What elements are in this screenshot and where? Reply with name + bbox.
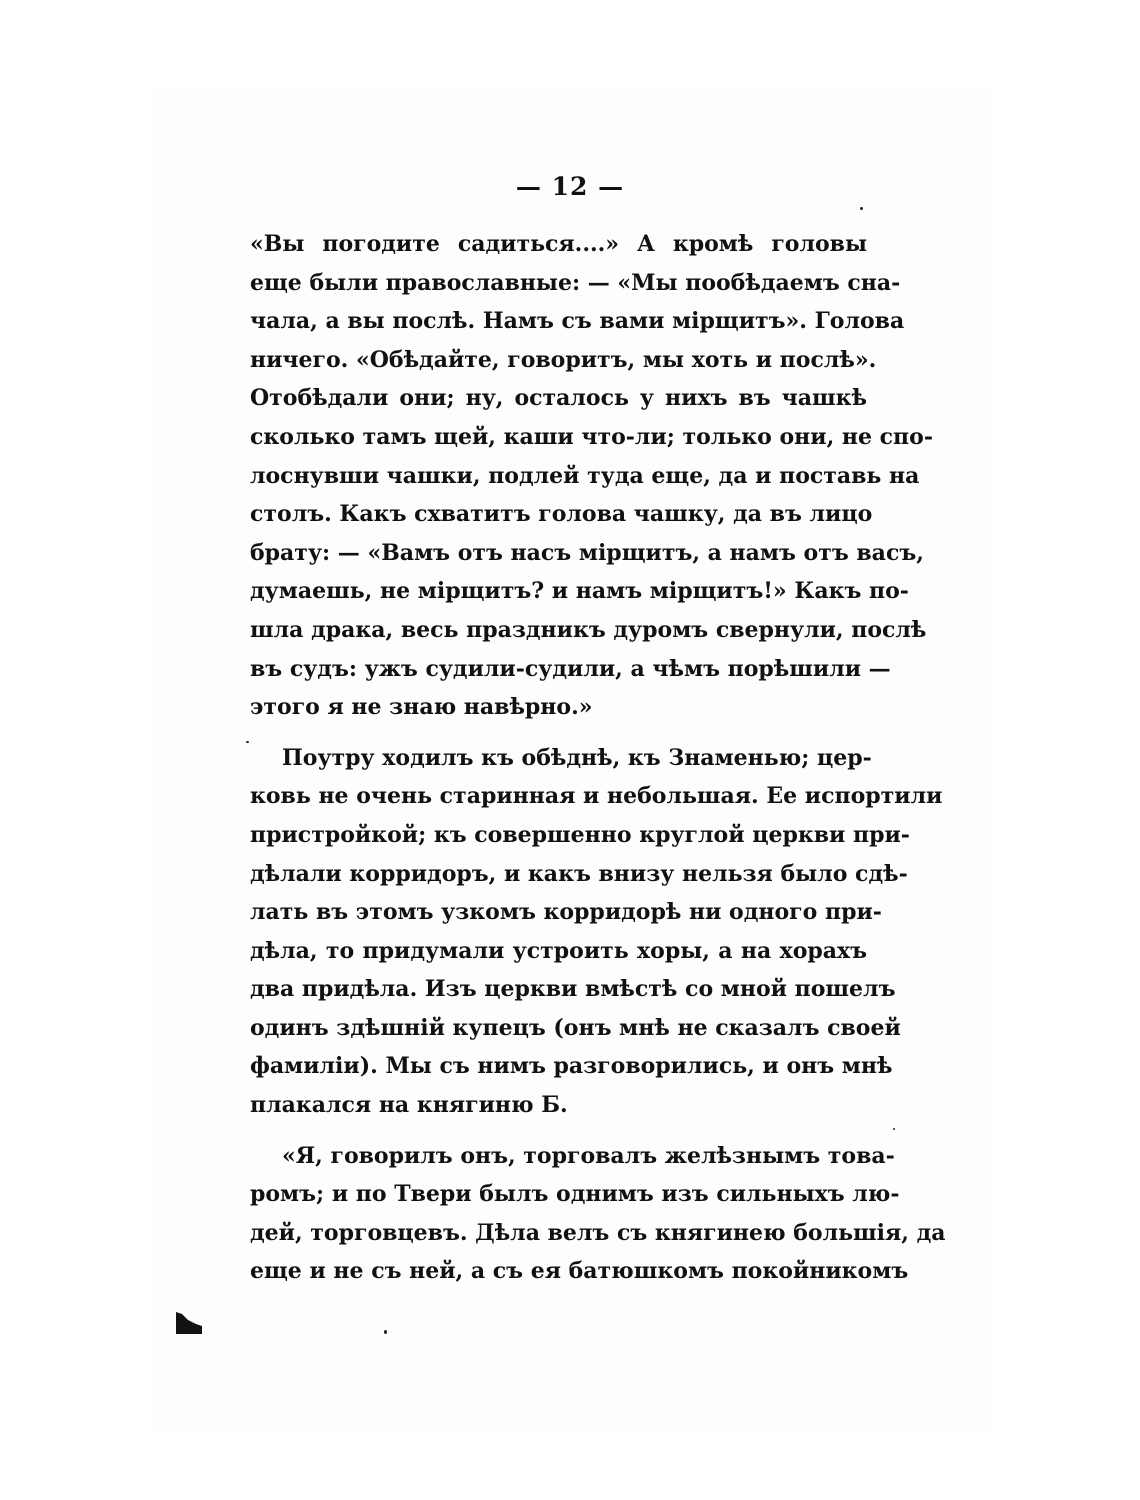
- paragraph-gap: [250, 727, 867, 739]
- text-line: чала, а вы послѣ. Намъ съ вами мірщитъ». Голова: [250, 308, 905, 335]
- paragraph-3: [250, 1137, 946, 1291]
- text-line: еще и не съ ней, а съ ея батюшкомъ покойникомъ: [250, 1258, 909, 1285]
- scan-speck: [893, 1128, 895, 1130]
- text-line: «Вы погодите садиться....» А кромѣ головы: [250, 231, 867, 257]
- text-line: пристройкой; къ совершенно круглой церкви при-: [250, 821, 910, 848]
- text-line: въ судъ: ужъ судили-судили, а чѣмъ порѣшили —: [250, 655, 891, 682]
- text-line: дей, торговцевъ. Дѣла велъ съ княгинею большія, да: [250, 1219, 946, 1246]
- paragraph-gap: [250, 1125, 867, 1137]
- scan-speck: [384, 1330, 387, 1334]
- text-line: Отобѣдали они; ну, осталось у нихъ въ чашкѣ: [250, 385, 867, 412]
- scan-speck: [860, 207, 863, 210]
- text-line: дѣла, то придумали устроить хоры, а на хорахъ: [250, 937, 867, 964]
- text-line: сколько тамъ щей, каши что-ли; только они, не спо-: [250, 423, 933, 450]
- scan-corner-mark-icon: [176, 1312, 202, 1334]
- text-line: одинъ здѣшній купецъ (онъ мнѣ не сказалъ своей: [250, 1014, 901, 1041]
- text-line: лать въ этомъ узкомъ корридорѣ ни одного при-: [250, 899, 882, 926]
- body-text: [250, 225, 946, 1291]
- paragraph-1: [250, 225, 933, 727]
- text-line: этого я не знаю навѣрно.»: [250, 694, 593, 721]
- scan-speck: [246, 741, 249, 743]
- text-line: два придѣла. Изъ церкви вмѣстѣ со мной пошелъ: [250, 976, 896, 1003]
- text-line: ковь не очень старинная и небольшая. Ее испортили: [250, 783, 943, 810]
- text-line: шла драка, весь праздникъ дуромъ свернули, послѣ: [250, 616, 927, 643]
- text-line: еще были православные: — «Мы пообѣдаемъ сна-: [250, 269, 901, 296]
- text-line: ромъ; и по Твери былъ однимъ изъ сильныхъ лю-: [250, 1181, 900, 1208]
- text-line: ничего. «Обѣдайте, говоритъ, мы хоть и послѣ».: [250, 346, 877, 373]
- text-line: лоснувши чашки, подлей туда еще, да и поставь на: [250, 462, 920, 489]
- text-line: столъ. Какъ схватитъ голова чашку, да въ лицо: [250, 501, 873, 528]
- text-line: думаешь, не мірщитъ? и намъ мірщитъ!» Какъ по-: [250, 578, 909, 605]
- text-line: фамиліи). Мы съ нимъ разговорились, и онъ мнѣ: [250, 1053, 893, 1080]
- text-line: плакался на княгиню Б.: [250, 1092, 568, 1119]
- text-line: «Я, говорилъ онъ, торговалъ желѣзнымъ това-: [282, 1142, 895, 1169]
- text-line: дѣлали корридоръ, и какъ внизу нельзя было сдѣ-: [250, 860, 908, 887]
- text-line: Поутру ходилъ къ обѣднѣ, къ Знаменью; цер-: [282, 744, 872, 771]
- paragraph-2: [250, 739, 943, 1125]
- text-line: брату: — «Вамъ отъ насъ мірщитъ, а намъ отъ васъ,: [250, 539, 924, 566]
- page-number: — 12 —: [515, 172, 625, 201]
